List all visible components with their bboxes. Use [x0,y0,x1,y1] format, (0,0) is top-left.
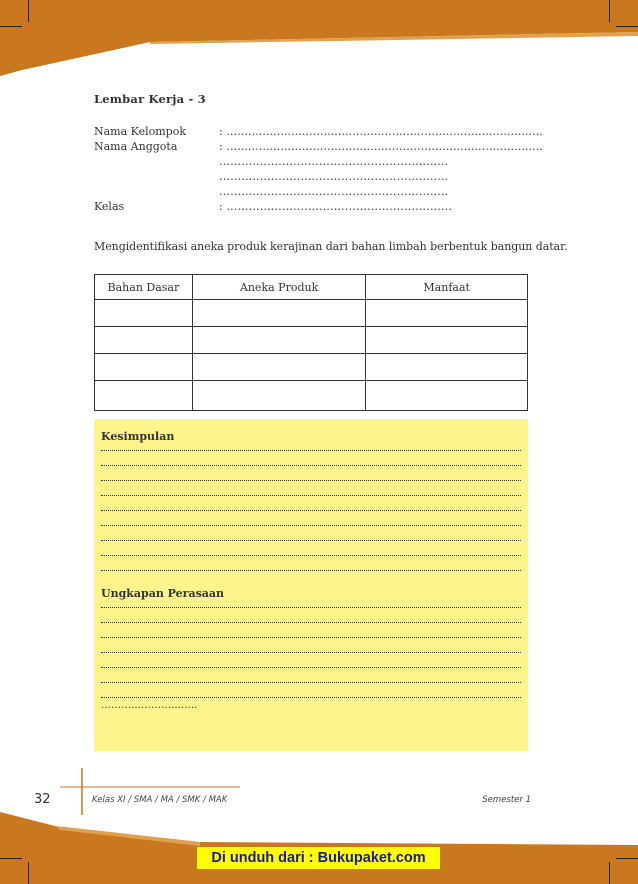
field-value: : ........................................................................................ [219,140,543,153]
writing-line[interactable] [101,524,521,526]
page-title: Lembar Kerja - 3 [94,92,206,106]
crop-mark [0,858,22,859]
crop-mark [28,0,29,22]
field-value: …………………………………………………….. [219,170,449,183]
field-value: : ........................................................................................ [219,125,543,138]
writing-line[interactable] [101,636,521,638]
crop-mark [616,858,638,859]
writing-line[interactable] [101,539,521,541]
reflection-box [94,419,528,751]
table-cell[interactable] [192,354,366,381]
footer-book-title: Kelas XI / SMA / MA / SMK / MAK [92,795,228,805]
writing-line[interactable] [101,621,521,623]
page-number: 32 [34,792,51,807]
crop-mark [0,26,22,27]
writing-line[interactable] [101,696,521,698]
top-orange-band [0,0,638,76]
table-row [95,354,528,381]
feelings-heading: Ungkapan Perasaan [101,587,225,600]
table-cell[interactable] [366,354,528,381]
crop-mark [28,862,29,884]
writing-line[interactable] [101,666,521,668]
table-row [95,300,528,327]
table-header-row [95,275,528,300]
writing-line[interactable] [101,554,521,556]
column-header: Aneka Produk [192,275,366,300]
table-cell[interactable] [95,327,193,354]
writing-line[interactable] [101,464,521,466]
product-table [94,274,528,411]
writing-line[interactable] [101,681,521,683]
download-banner[interactable]: Di unduh dari : Bukupaket.com [197,847,440,869]
writing-line[interactable] [101,479,521,481]
crop-mark [609,0,610,22]
field-label: Nama Kelompok [94,125,187,138]
crop-mark [609,862,610,884]
field-label: Kelas [94,200,125,213]
writing-line[interactable] [101,651,521,653]
writing-line-short[interactable]: ……………………….. [101,700,198,711]
table-row [95,327,528,354]
column-header: Bahan Dasar [95,275,193,300]
table-cell[interactable] [95,381,193,411]
table-row [95,381,528,411]
field-value: : ……………………………………………………. [219,200,452,213]
table-cell[interactable] [366,327,528,354]
table-cell[interactable] [366,381,528,411]
writing-line[interactable] [101,606,521,608]
table-cell[interactable] [192,327,366,354]
table-cell[interactable] [95,354,193,381]
footer-semester: Semester 1 [482,795,531,805]
column-header: Manfaat [366,275,528,300]
writing-line[interactable] [101,569,521,571]
writing-line[interactable] [101,509,521,511]
crop-mark [616,26,638,27]
field-label: Nama Anggota [94,140,178,153]
conclusion-heading: Kesimpulan [101,430,175,443]
field-value: …………………………………………………….. [219,185,449,198]
writing-line[interactable] [101,494,521,496]
writing-line[interactable] [101,449,521,451]
table-cell[interactable] [95,300,193,327]
table-cell[interactable] [192,381,366,411]
field-value: …………………………………………………….. [219,155,449,168]
table-cell[interactable] [192,300,366,327]
instruction-text: Mengidentifikasi aneka produk kerajinan dari bahan limbah berbentuk bangun datar. [94,240,568,253]
table-cell[interactable] [366,300,528,327]
